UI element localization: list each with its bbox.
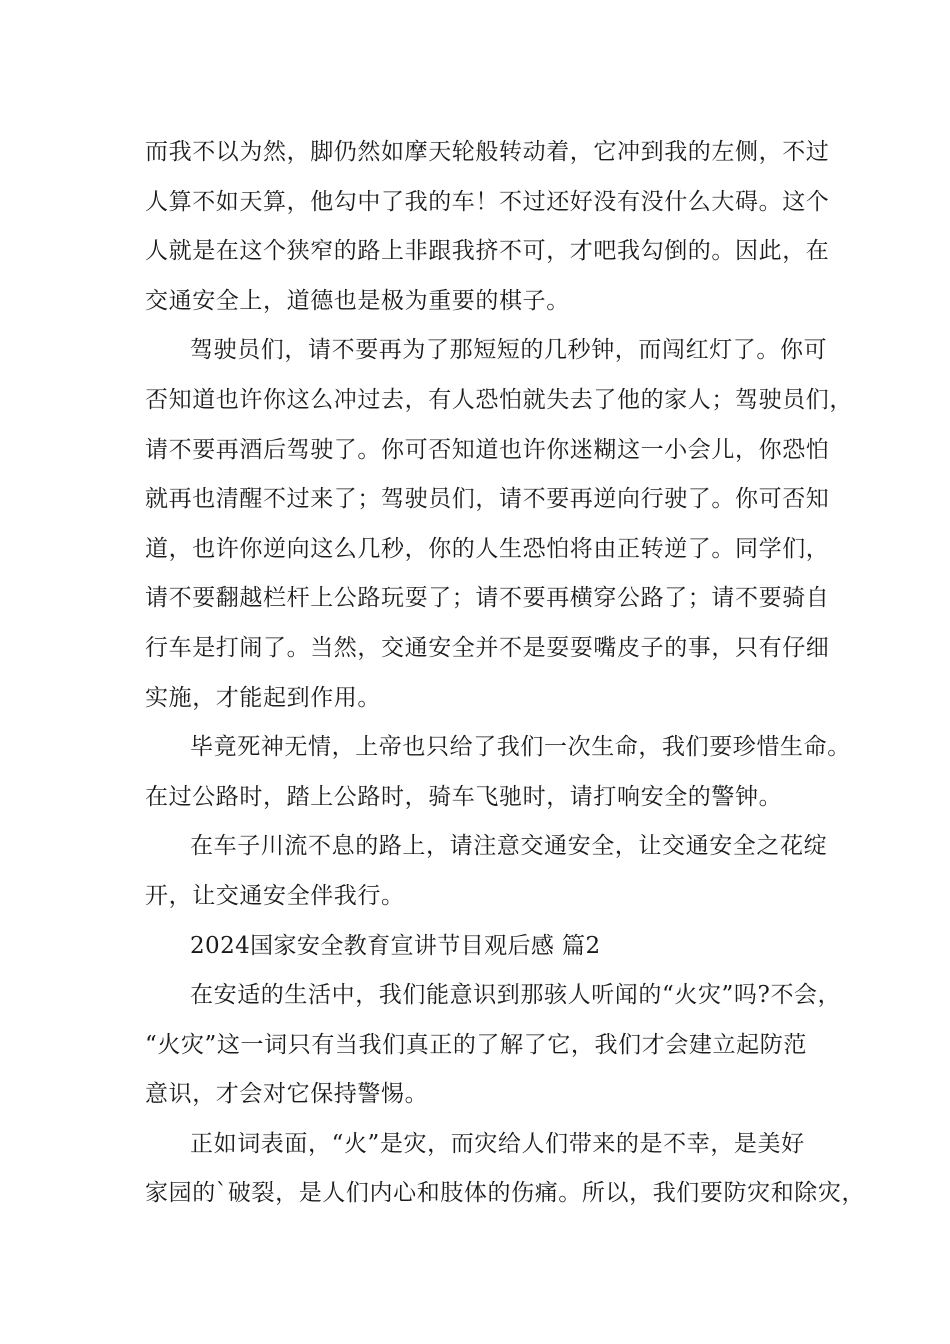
- paragraph-first-line: 在安适的生活中，我们能意识到那骇人听闻的“火灾”吗?不会，: [190, 982, 842, 1009]
- section-heading: 2024国家安全教育宣讲节目观后感 篇2: [190, 932, 601, 959]
- text-line: 请不要再酒后驾驶了。你可否知道也许你迷糊这一小会儿，你恐怕: [145, 436, 830, 463]
- text-line: 道，也许你逆向这么几秒，你的人生恐怕将由正转逆了。同学们，: [145, 535, 830, 562]
- text-line: 交通安全上，道德也是极为重要的棋子。: [145, 287, 570, 314]
- text-line: 就再也清醒不过来了；驾驶员们，请不要再逆向行驶了。你可否知: [145, 486, 830, 513]
- paragraph-first-line: 驾驶员们，请不要再为了那短短的几秒钟，而闯红灯了。你可: [190, 337, 828, 364]
- text-line: 家园的`破裂，是人们内心和肢体的伤痛。所以，我们要防灾和除灾，: [145, 1180, 866, 1207]
- text-line: 行车是打闹了。当然，交通安全并不是耍耍嘴皮子的事，只有仔细: [145, 634, 830, 661]
- document-body: [145, 128, 866, 1219]
- paragraph-first-line: 正如词表面，“火”是灾，而灾给人们带来的是不幸，是美好: [190, 1130, 805, 1157]
- paragraph-first-line: 毕竟死神无情，上帝也只给了我们一次生命，我们要珍惜生命。: [190, 734, 851, 761]
- text-line: 意识，才会对它保持警惕。: [145, 1081, 429, 1108]
- text-line: 开，让交通安全伴我行。: [145, 882, 405, 909]
- paragraph-first-line: 在车子川流不息的路上，请注意交通安全，让交通安全之花绽: [190, 833, 828, 860]
- text-line: 请不要翻越栏杆上公路玩耍了；请不要再横穿公路了；请不要骑自: [145, 585, 830, 612]
- text-line: 而我不以为然，脚仍然如摩天轮般转动着，它冲到我的左侧，不过: [145, 139, 830, 165]
- text-line: 在过公路时，踏上公路时，骑车飞驰时，请打响安全的警钟。: [145, 783, 783, 810]
- text-line: 人就是在这个狭窄的路上非跟我挤不可，才吧我勾倒的。因此，在: [145, 238, 830, 265]
- text-line: 实施，才能起到作用。: [145, 684, 381, 711]
- text-line: “火灾”这一词只有当我们真正的了解了它，我们才会建立起防范: [145, 1031, 807, 1058]
- text-line: 人算不如天算，他勾中了我的车！不过还好没有没什么大碍。这个: [145, 188, 830, 215]
- text-line: 否知道也许你这么冲过去，有人恐怕就失去了他的家人；驾驶员们，: [145, 386, 853, 413]
